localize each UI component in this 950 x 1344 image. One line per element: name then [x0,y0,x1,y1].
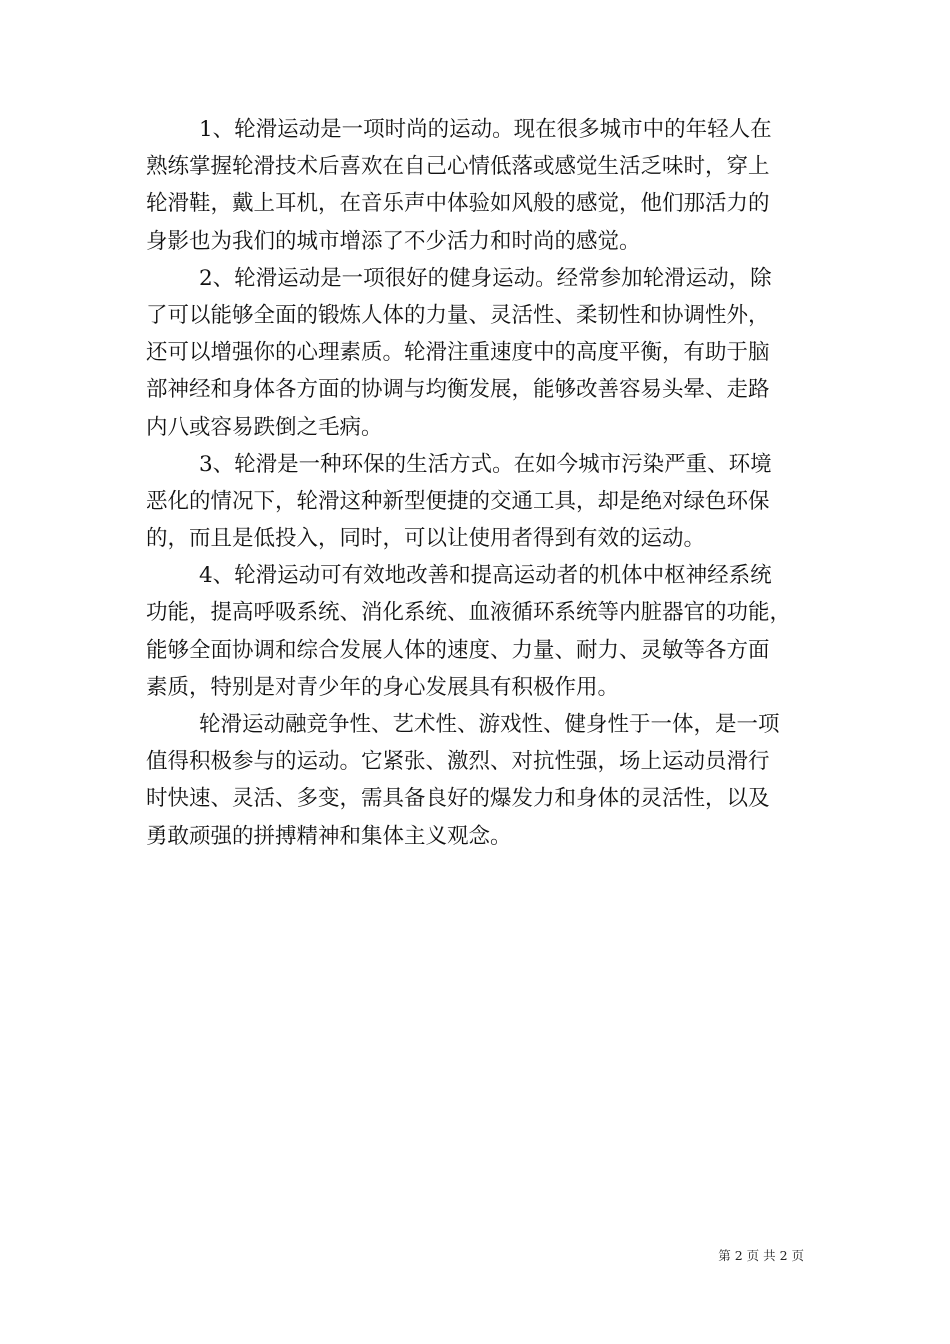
text-line: 4、轮滑运动可有效地改善和提高运动者的机体中枢神经系统 [199,563,772,589]
text-line: 勇敢顽强的拼搏精神和集体主义观念。 [146,823,512,849]
text-line: 恶化的情况下，轮滑这种新型便捷的交通工具，却是绝对绿色环保 [146,488,770,514]
text-line: 了可以能够全面的锻炼人体的力量、灵活性、柔韧性和协调性外， [146,302,770,328]
text-line: 素质，特别是对青少年的身心发展具有积极作用。 [146,674,620,700]
text-line: 能够全面协调和综合发展人体的速度、力量、耐力、灵敏等各方面 [146,637,770,663]
paragraph-4 [146,557,822,706]
text-line: 部神经和身体各方面的协调与均衡发展，能够改善容易头晕、走路 [146,377,770,403]
document-body [146,111,822,855]
text-line: 时快速、灵活、多变，需具备良好的爆发力和身体的灵活性，以及 [146,786,770,812]
page-number-footer: 第 2 页 共 2 页 [718,1248,804,1263]
text-line: 功能，提高呼吸系统、消化系统、血液循环系统等内脏器官的功能， [146,600,792,626]
paragraph-1 [146,111,822,260]
text-line: 的，而且是低投入，同时，可以让使用者得到有效的运动。 [146,526,706,552]
paragraph-2 [146,260,822,446]
text-line: 身影也为我们的城市增添了不少活力和时尚的感觉。 [146,228,641,254]
text-line: 熟练掌握轮滑技术后喜欢在自己心情低落或感觉生活乏味时，穿上 [146,154,770,180]
paragraph-5 [146,706,822,855]
text-line: 2、轮滑运动是一项很好的健身运动。经常参加轮滑运动，除 [199,265,772,291]
paragraph-3 [146,446,822,558]
text-line: 轮滑鞋，戴上耳机，在音乐声中体验如风般的感觉，他们那活力的 [146,191,770,217]
text-line: 轮滑运动融竞争性、艺术性、游戏性、健身性于一体，是一项 [199,712,780,737]
text-line: 内八或容易跌倒之毛病。 [146,414,383,440]
text-line: 1、轮滑运动是一项时尚的运动。现在很多城市中的年轻人在 [199,117,772,142]
text-line: 值得积极参与的运动。它紧张、激烈、对抗性强，场上运动员滑行 [146,749,770,775]
text-line: 3、轮滑是一种环保的生活方式。在如今城市污染严重、环境 [199,451,772,477]
text-line: 还可以增强你的心理素质。轮滑注重速度中的高度平衡，有助于脑 [146,340,770,366]
